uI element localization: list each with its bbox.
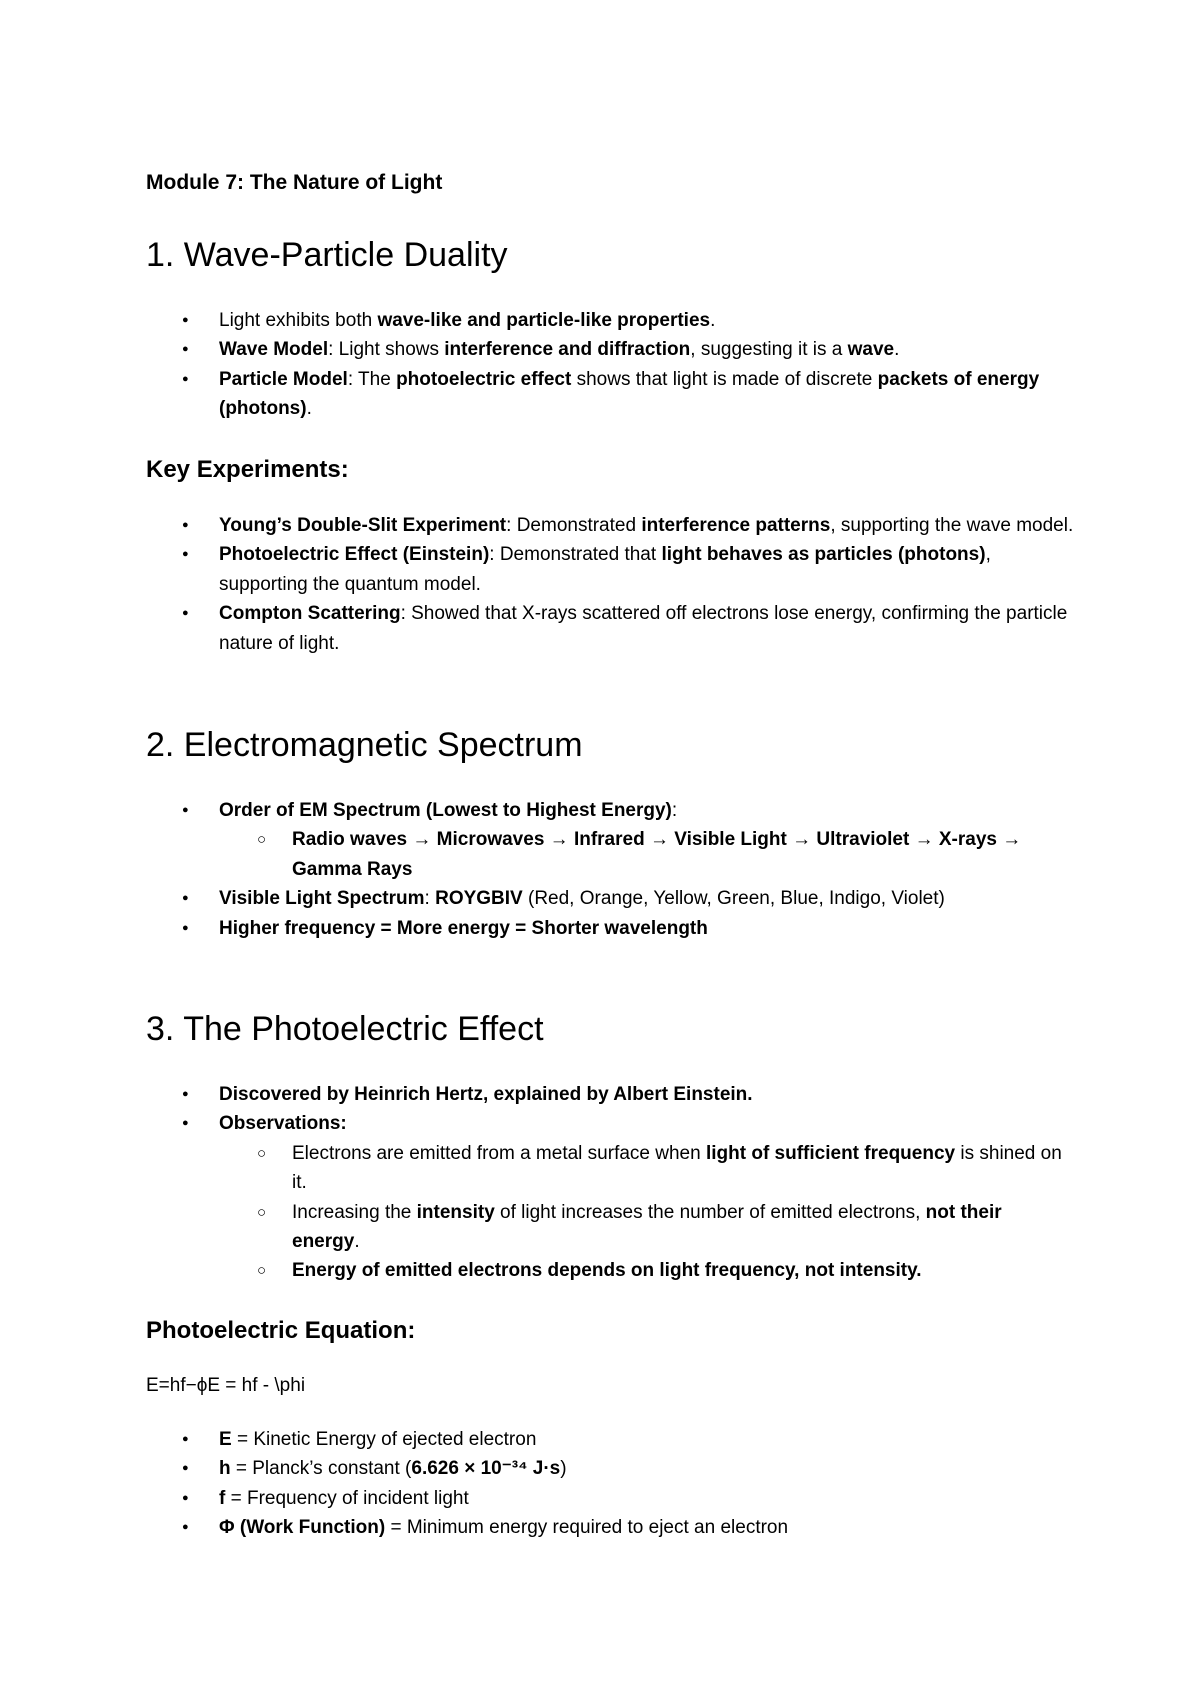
list-item: ● f = Frequency of incident light — [0, 1484, 1079, 1513]
sub-list-item: ○ Electrons are emitted from a metal surface when light of sufficient frequency is shined on it. — [292, 1139, 1062, 1198]
photoelectric-list — [0, 1080, 1200, 1286]
sub-list-item: ○ Increasing the intensity of light increases the number of emitted electrons, not their energy. — [292, 1198, 1062, 1257]
list-item: ● Discovered by Heinrich Hertz, explained by Albert Einstein. — [0, 1080, 1079, 1109]
subheading-photoelectric-equation: Photoelectric Equation: — [146, 1317, 416, 1344]
document-title: Module 7: The Nature of Light — [146, 171, 443, 194]
photoelectric-equation: E=hf−ϕE = hf - \phi — [146, 1375, 306, 1396]
list-item: ● h = Planck’s constant (6.626 × 10⁻³⁴ J·s) — [0, 1454, 1079, 1483]
list-item: ● Particle Model: The photoelectric effect shows that light is made of discrete packets of energy (photons). — [0, 365, 1079, 424]
sub-list-item: ○ Energy of emitted electrons depends on light frequency, not intensity. — [292, 1256, 1062, 1285]
wave-particle-list — [0, 306, 1200, 424]
list-item: ● Higher frequency = More energy = Shorter wavelength — [0, 914, 1079, 943]
sub-list — [219, 825, 1079, 884]
section-heading-wave-particle: 1. Wave-Particle Duality — [146, 236, 508, 274]
equation-variables-list — [0, 1425, 1200, 1543]
list-item: ● Wave Model: Light shows interference and diffraction, suggesting it is a wave. — [0, 335, 1079, 364]
list-item: ● Photoelectric Effect (Einstein): Demonstrated that light behaves as particles (photons), supporting the quantum model. — [0, 540, 1079, 599]
list-item: ● Light exhibits both wave-like and particle-like properties. — [0, 306, 1079, 335]
key-experiments-list — [0, 511, 1200, 658]
list-item: ● Order of EM Spectrum (Lowest to Highest Energy): ○ Radio waves → Microwaves → Infrared → Visible Light → Ultraviolet → X-rays → Gamma Rays — [0, 796, 1079, 884]
list-item: ● Φ (Work Function) = Minimum energy required to eject an electron — [0, 1513, 1079, 1542]
observations-list — [219, 1139, 1079, 1286]
em-spectrum-list — [0, 796, 1200, 943]
section-heading-photoelectric: 3. The Photoelectric Effect — [146, 1010, 544, 1048]
section-heading-em-spectrum: 2. Electromagnetic Spectrum — [146, 726, 583, 764]
list-item: ● Young’s Double-Slit Experiment: Demonstrated interference patterns, supporting the wave model. — [0, 511, 1079, 540]
list-item: ● E = Kinetic Energy of ejected electron — [0, 1425, 1079, 1454]
subheading-key-experiments: Key Experiments: — [146, 456, 349, 483]
list-item: ● Observations: ○ Electrons are emitted from a metal surface when light of sufficient frequency is shined on it. ○ Increasing the intensity of light increases the number of emitted electrons, not their energy. ○ Energy of emitted electrons depends on light frequency, not intensity. — [0, 1109, 1079, 1285]
sub-list-item: ○ Radio waves → Microwaves → Infrared → Visible Light → Ultraviolet → X-rays → Gamma Rays — [292, 825, 1062, 884]
list-item: ● Compton Scattering: Showed that X-rays scattered off electrons lose energy, confirming the particle nature of light. — [0, 599, 1079, 658]
list-item: ● Visible Light Spectrum: ROYGBIV (Red, Orange, Yellow, Green, Blue, Indigo, Violet) — [0, 884, 1079, 913]
